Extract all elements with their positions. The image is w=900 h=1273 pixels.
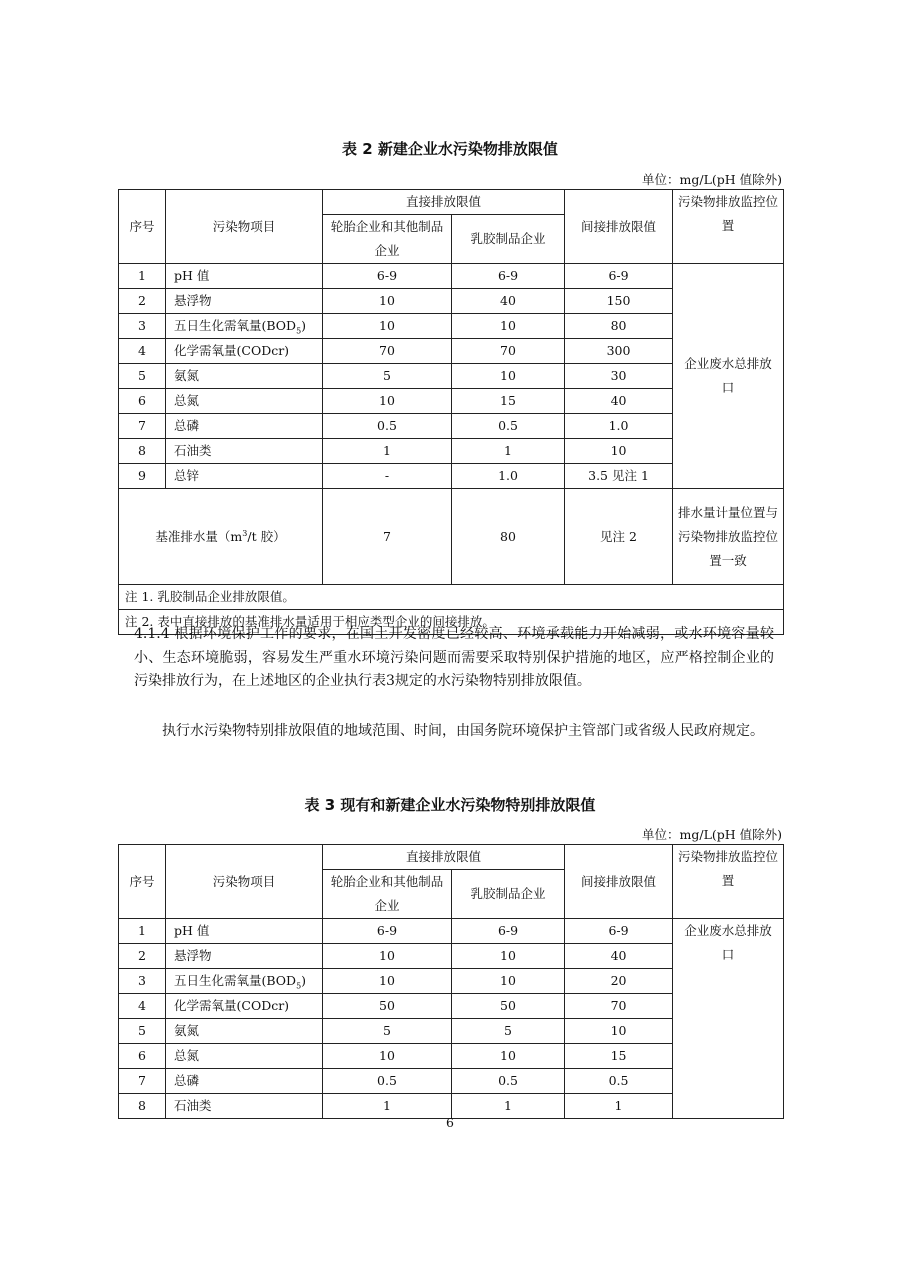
header-direct: 直接排放限值	[323, 190, 565, 215]
header-direct: 直接排放限值	[323, 845, 565, 870]
page-number: 6	[446, 1115, 454, 1130]
cell-indirect: 30	[565, 364, 673, 389]
cell-indirect: 20	[565, 969, 673, 994]
table2-unit: 单位：mg/L(pH 值除外)	[642, 172, 782, 187]
cell-seq: 9	[119, 464, 166, 489]
table3-unit: 单位：mg/L(pH 值除外)	[642, 827, 782, 842]
cell-item: 氨氮	[166, 1019, 323, 1044]
cell-latex: 6-9	[452, 264, 565, 289]
cell-tire: 1	[323, 1094, 452, 1119]
paragraph-4-1-4: 4.1.4 根据环境保护工作的要求，在国土开发密度已经较高、环境承载能力开始减弱，或水环境容量较小、生态环境脆弱，容易发生严重水环境污染问题而需要采取特别保护措施的地区，应严格控制企业的污染排放行为，在上述地区的企业执行表3规定的水污染物特别排放限值。	[134, 626, 774, 689]
table2	[118, 189, 784, 635]
cell-item: 石油类	[166, 1094, 323, 1119]
cell-latex: 5	[452, 1019, 565, 1044]
header-indirect: 间接排放限值	[565, 190, 673, 264]
baseline-label: 基准排水量（$m^3/t$ 胶）	[119, 489, 323, 585]
cell-item: 总锌	[166, 464, 323, 489]
cell-item: 五日生化需氧量$(BOD_5)$	[166, 314, 323, 339]
cell-latex: 50	[452, 994, 565, 1019]
cell-tire: 0.5	[323, 1069, 452, 1094]
cell-tire: 70	[323, 339, 452, 364]
cell-item: 总磷	[166, 414, 323, 439]
cell-seq: 1	[119, 919, 166, 944]
cell-seq: 5	[119, 1019, 166, 1044]
cell-latex: 10	[452, 314, 565, 339]
cell-item: 五日生化需氧量$(BOD_5)$	[166, 969, 323, 994]
header-item: 污染物项目	[166, 845, 323, 919]
cell-seq: 5	[119, 364, 166, 389]
cell-item: 石油类	[166, 439, 323, 464]
cell-tire: 10	[323, 1044, 452, 1069]
cell-tire: 10	[323, 389, 452, 414]
cell-seq: 6	[119, 1044, 166, 1069]
note-2: 注 2. 表中直接排放的基准排水量适用于相应类型企业的间接排放。	[119, 610, 784, 635]
cell-latex: 40	[452, 289, 565, 314]
cell-indirect: 10	[565, 439, 673, 464]
cell-seq: 2	[119, 944, 166, 969]
cell-item: 氨氮	[166, 364, 323, 389]
cell-item: 化学需氧量(CODcr)	[166, 994, 323, 1019]
cell-seq: 4	[119, 339, 166, 364]
cell-item: pH 值	[166, 264, 323, 289]
cell-latex: 1.0	[452, 464, 565, 489]
header-latex: 乳胶制品企业	[452, 215, 565, 264]
cell-latex: 0.5	[452, 1069, 565, 1094]
header-monitor: 污染物排放监控位置	[673, 190, 784, 264]
cell-seq: 3	[119, 314, 166, 339]
cell-indirect: 300	[565, 339, 673, 364]
header-tire: 轮胎企业和其他制品企业	[323, 870, 452, 919]
cell-tire: 0.5	[323, 414, 452, 439]
table2-title: 表 2 新建企业水污染物排放限值	[342, 140, 558, 158]
cell-indirect: 10	[565, 1019, 673, 1044]
table-row	[119, 264, 784, 289]
cell-tire: -	[323, 464, 452, 489]
header-latex: 乳胶制品企业	[452, 870, 565, 919]
table3	[118, 844, 784, 1119]
cell-indirect: 0.5	[565, 1069, 673, 1094]
table3-title: 表 3 现有和新建企业水污染物特别排放限值	[304, 796, 596, 814]
cell-tire: 6-9	[323, 919, 452, 944]
baseline-monitor: 排水量计量位置与污染物排放监控位置一致	[673, 489, 784, 585]
baseline-indirect: 见注 2	[565, 489, 673, 585]
cell-seq: 7	[119, 414, 166, 439]
cell-item: 总氮	[166, 389, 323, 414]
cell-seq: 8	[119, 439, 166, 464]
cell-indirect: 3.5 见注 1	[565, 464, 673, 489]
note-1: 注 1. 乳胶制品企业排放限值。	[119, 585, 784, 610]
cell-monitor: 企业废水总排放口	[673, 919, 784, 1119]
cell-seq: 2	[119, 289, 166, 314]
cell-seq: 6	[119, 389, 166, 414]
cell-tire: 5	[323, 1019, 452, 1044]
cell-seq: 4	[119, 994, 166, 1019]
cell-item: pH 值	[166, 919, 323, 944]
cell-latex: 70	[452, 339, 565, 364]
cell-item: 化学需氧量(CODcr)	[166, 339, 323, 364]
cell-indirect: 1	[565, 1094, 673, 1119]
cell-tire: 6-9	[323, 264, 452, 289]
cell-indirect: 1.0	[565, 414, 673, 439]
cell-tire: 10	[323, 314, 452, 339]
cell-latex: 0.5	[452, 414, 565, 439]
cell-item: 总磷	[166, 1069, 323, 1094]
cell-indirect: 40	[565, 944, 673, 969]
baseline-latex: 80	[452, 489, 565, 585]
header-seq: 序号	[119, 845, 166, 919]
cell-indirect: 15	[565, 1044, 673, 1069]
header-indirect: 间接排放限值	[565, 845, 673, 919]
cell-tire: 50	[323, 994, 452, 1019]
cell-seq: 7	[119, 1069, 166, 1094]
cell-tire: 10	[323, 944, 452, 969]
cell-indirect: 80	[565, 314, 673, 339]
cell-indirect: 6-9	[565, 264, 673, 289]
cell-latex: 10	[452, 1044, 565, 1069]
cell-latex: 15	[452, 389, 565, 414]
cell-monitor: 企业废水总排放口	[673, 264, 784, 489]
cell-indirect: 150	[565, 289, 673, 314]
cell-latex: 10	[452, 969, 565, 994]
cell-latex: 10	[452, 944, 565, 969]
cell-indirect: 70	[565, 994, 673, 1019]
header-tire: 轮胎企业和其他制品企业	[323, 215, 452, 264]
cell-tire: 1	[323, 439, 452, 464]
cell-indirect: 6-9	[565, 919, 673, 944]
table-row	[119, 919, 784, 944]
header-monitor: 污染物排放监控位置	[673, 845, 784, 919]
cell-seq: 3	[119, 969, 166, 994]
cell-tire: 5	[323, 364, 452, 389]
cell-item: 悬浮物	[166, 944, 323, 969]
baseline-tire: 7	[323, 489, 452, 585]
header-item: 污染物项目	[166, 190, 323, 264]
cell-item: 总氮	[166, 1044, 323, 1069]
cell-item: 悬浮物	[166, 289, 323, 314]
cell-indirect: 40	[565, 389, 673, 414]
header-seq: 序号	[119, 190, 166, 264]
cell-latex: 6-9	[452, 919, 565, 944]
cell-tire: 10	[323, 289, 452, 314]
cell-seq: 8	[119, 1094, 166, 1119]
cell-latex: 1	[452, 439, 565, 464]
cell-latex: 10	[452, 364, 565, 389]
cell-tire: 10	[323, 969, 452, 994]
cell-latex: 1	[452, 1094, 565, 1119]
paragraph-special-limits: 执行水污染物特别排放限值的地域范围、时间，由国务院环境保护主管部门或省级人民政府规定。	[162, 723, 764, 739]
cell-seq: 1	[119, 264, 166, 289]
